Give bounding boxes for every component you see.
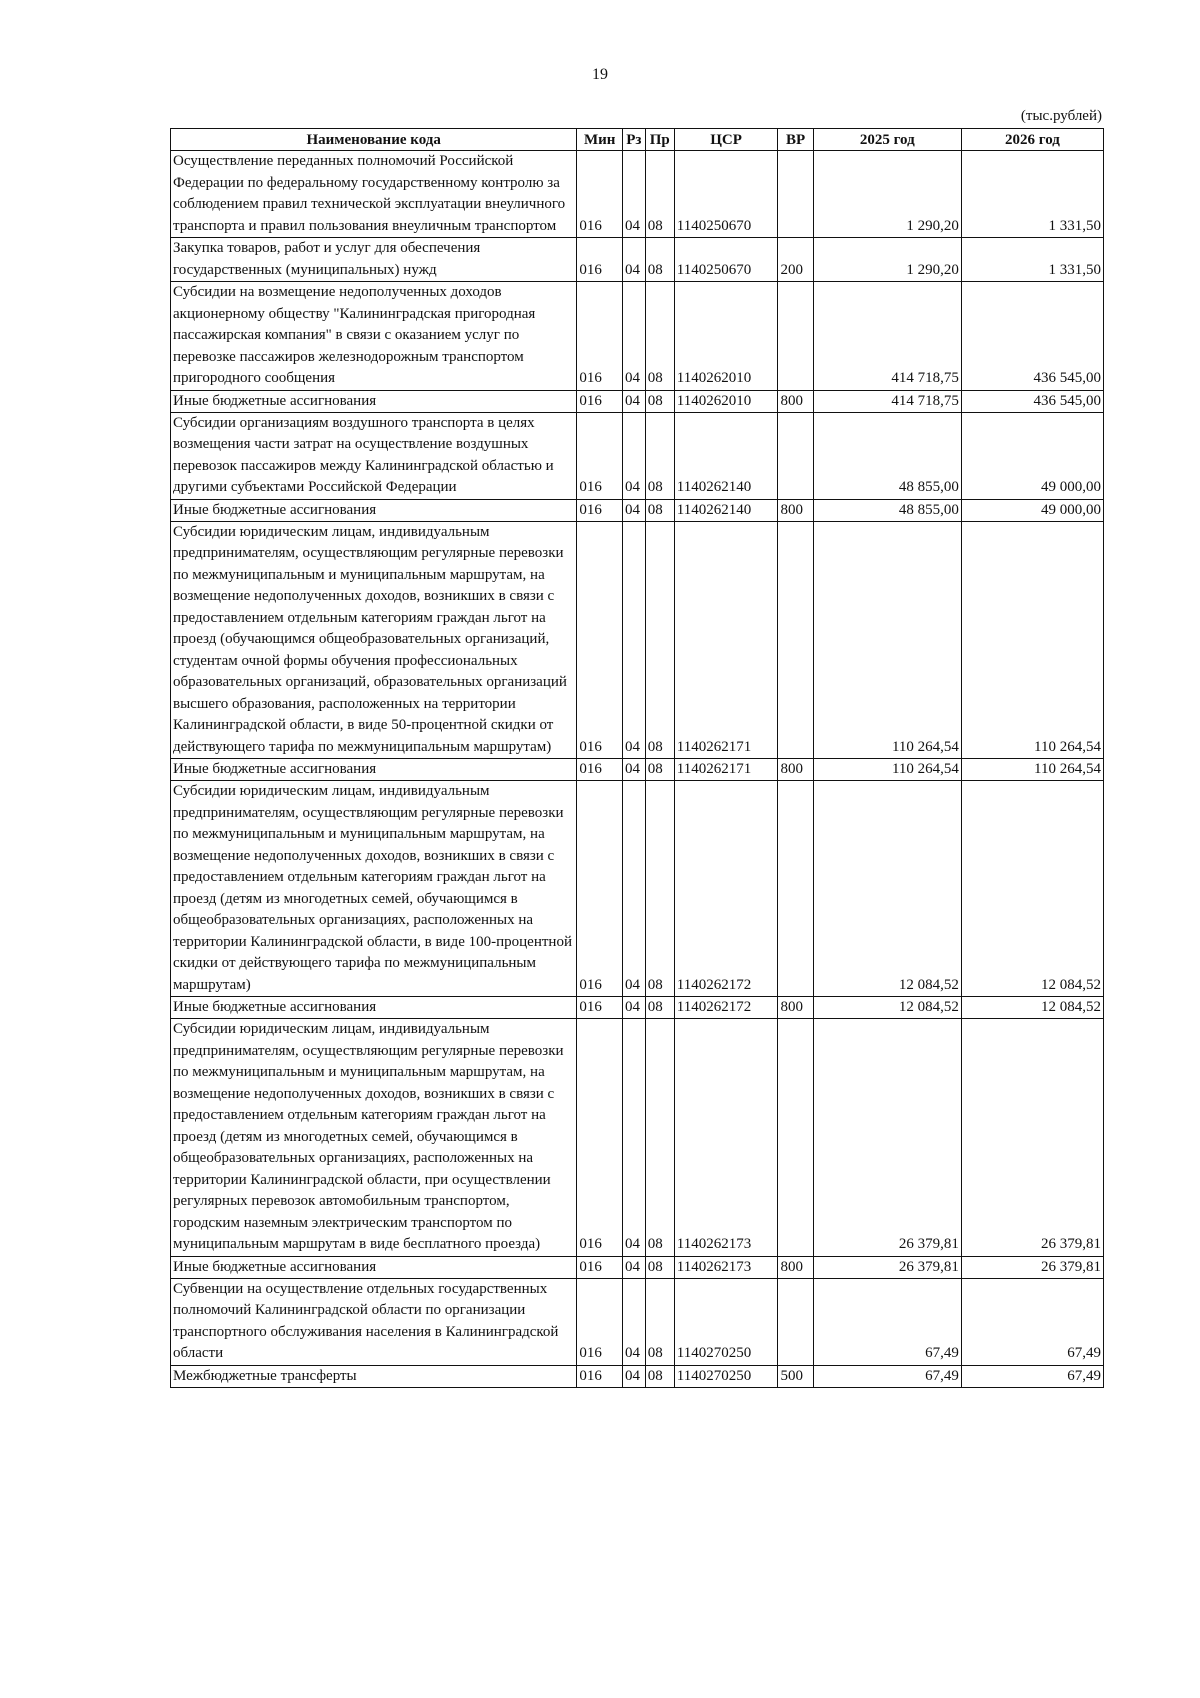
row-2025: 67,49 (813, 1278, 961, 1365)
row-2026: 49 000,00 (961, 412, 1103, 499)
budget-table (170, 128, 1104, 1388)
row-vr (778, 521, 813, 759)
row-rz: 04 (622, 151, 645, 238)
row-pr: 08 (645, 997, 674, 1019)
row-2026: 12 084,52 (961, 997, 1103, 1019)
row-vr (778, 1019, 813, 1257)
row-2026: 436 545,00 (961, 282, 1103, 391)
row-name: Иные бюджетные ассигнования (171, 759, 577, 781)
row-name: Субсидии юридическим лицам, индивидуальным предпринимателям, осуществляющим регулярные перевозки по межмуниципальным и муниципальным маршрутам, на возмещение недополученных доходов, возникших в связи с предоставлением отдельным категориям граждан льгот на проезд (детям из многодетных семей, обучающимся в общеобразовательных организациях, расположенных на территории Калининградской области, при осуществлении регулярных перевозок автомобильным транспортом, городским наземным электрическим транспортом по муниципальным маршрутам в виде бесплатного проезда) (171, 1019, 577, 1257)
row-vr: 800 (778, 997, 813, 1019)
row-min: 016 (577, 1256, 623, 1278)
row-vr (778, 781, 813, 997)
row-2025: 48 855,00 (813, 499, 961, 521)
row-2026: 26 379,81 (961, 1019, 1103, 1257)
row-vr: 800 (778, 759, 813, 781)
row-2025: 26 379,81 (813, 1256, 961, 1278)
row-name: Субсидии организациям воздушного транспорта в целях возмещения части затрат на осуществление воздушных перевозок пассажиров между Калининградской областью и другими субъектами Российской Федерации (171, 412, 577, 499)
row-2026: 1 331,50 (961, 151, 1103, 238)
page-number: 19 (592, 66, 608, 83)
row-rz: 04 (622, 1256, 645, 1278)
row-2026: 12 084,52 (961, 781, 1103, 997)
row-2026: 436 545,00 (961, 390, 1103, 412)
header-vr: ВР (778, 129, 813, 151)
row-2025: 1 290,20 (813, 151, 961, 238)
row-vr: 200 (778, 238, 813, 282)
row-vr (778, 151, 813, 238)
header-rz: Рз (622, 129, 645, 151)
table-row (171, 997, 1104, 1019)
row-rz: 04 (622, 282, 645, 391)
row-pr: 08 (645, 1278, 674, 1365)
row-rz: 04 (622, 390, 645, 412)
row-min: 016 (577, 1365, 623, 1387)
row-min: 016 (577, 151, 623, 238)
row-pr: 08 (645, 521, 674, 759)
row-2025: 12 084,52 (813, 997, 961, 1019)
row-vr: 500 (778, 1365, 813, 1387)
row-min: 016 (577, 390, 623, 412)
row-name: Субсидии на возмещение недополученных доходов акционерному обществу "Калининградская пригородная пассажирская компания" в связи с оказанием услуг по перевозке пассажиров железнодорожным транспортом пригородного сообщения (171, 282, 577, 391)
row-csr: 1140262010 (674, 282, 778, 391)
table-row (171, 781, 1104, 997)
row-pr: 08 (645, 390, 674, 412)
table-row (171, 1256, 1104, 1278)
header-min: Мин (577, 129, 623, 151)
row-2026: 26 379,81 (961, 1256, 1103, 1278)
row-min: 016 (577, 499, 623, 521)
row-csr: 1140262140 (674, 412, 778, 499)
row-name: Субсидии юридическим лицам, индивидуальным предпринимателям, осуществляющим регулярные перевозки по межмуниципальным и муниципальным маршрутам, на возмещение недополученных доходов, возникших в связи с предоставлением отдельным категориям граждан льгот на проезд (детям из многодетных семей, обучающимся в общеобразовательных организациях, расположенных на территории Калининградской области, в виде 100-процентной скидки от действующего тарифа по межмуниципальным маршрутам) (171, 781, 577, 997)
row-2026: 110 264,54 (961, 521, 1103, 759)
table-row (171, 521, 1104, 759)
row-min: 016 (577, 282, 623, 391)
row-csr: 1140262173 (674, 1256, 778, 1278)
row-name: Закупка товаров, работ и услуг для обеспечения государственных (муниципальных) нужд (171, 238, 577, 282)
header-name: Наименование кода (171, 129, 577, 151)
row-min: 016 (577, 781, 623, 997)
row-rz: 04 (622, 997, 645, 1019)
row-2025: 414 718,75 (813, 390, 961, 412)
row-min: 016 (577, 997, 623, 1019)
row-2026: 1 331,50 (961, 238, 1103, 282)
table-row (171, 412, 1104, 499)
row-pr: 08 (645, 238, 674, 282)
row-name: Иные бюджетные ассигнования (171, 390, 577, 412)
header-2025: 2025 год (813, 129, 961, 151)
row-name: Иные бюджетные ассигнования (171, 1256, 577, 1278)
row-rz: 04 (622, 1278, 645, 1365)
row-2026: 110 264,54 (961, 759, 1103, 781)
row-2026: 67,49 (961, 1278, 1103, 1365)
row-pr: 08 (645, 1365, 674, 1387)
row-vr (778, 412, 813, 499)
row-min: 016 (577, 1019, 623, 1257)
row-min: 016 (577, 521, 623, 759)
row-min: 016 (577, 238, 623, 282)
table-row (171, 759, 1104, 781)
row-name: Иные бюджетные ассигнования (171, 499, 577, 521)
table-row (171, 499, 1104, 521)
row-csr: 1140270250 (674, 1278, 778, 1365)
row-name: Субвенции на осуществление отдельных государственных полномочий Калининградской области по организации транспортного обслуживания населения в Калининградской области (171, 1278, 577, 1365)
row-csr: 1140262171 (674, 521, 778, 759)
row-name: Межбюджетные трансферты (171, 1365, 577, 1387)
row-2025: 110 264,54 (813, 759, 961, 781)
row-2025: 26 379,81 (813, 1019, 961, 1257)
row-csr: 1140262140 (674, 499, 778, 521)
table-row (171, 390, 1104, 412)
row-pr: 08 (645, 1019, 674, 1257)
row-2025: 414 718,75 (813, 282, 961, 391)
row-name: Осуществление переданных полномочий Российской Федерации по федеральному государственному контролю за соблюдением правил технической эксплуатации внеуличного транспорта и правил пользования внеуличным транспортом (171, 151, 577, 238)
row-rz: 04 (622, 781, 645, 997)
row-2025: 67,49 (813, 1365, 961, 1387)
units-label: (тыс.рублей) (1020, 108, 1102, 124)
row-rz: 04 (622, 412, 645, 499)
table-row (171, 151, 1104, 238)
row-vr: 800 (778, 499, 813, 521)
row-min: 016 (577, 759, 623, 781)
row-csr: 1140262171 (674, 759, 778, 781)
row-rz: 04 (622, 499, 645, 521)
row-vr (778, 1278, 813, 1365)
table-header-row (171, 129, 1104, 151)
row-rz: 04 (622, 1365, 645, 1387)
row-pr: 08 (645, 282, 674, 391)
row-name: Субсидии юридическим лицам, индивидуальным предпринимателям, осуществляющим регулярные перевозки по межмуниципальным и муниципальным маршрутам, на возмещение недополученных доходов, возникших в связи с предоставлением отдельным категориям граждан льгот на проезд (обучающимся общеобразовательных организаций, студентам очной формы обучения профессиональных образовательных организаций, образовательных организаций высшего образования, расположенных на территории Калининградской области, в виде 50-процентной скидки от действующего тарифа по межмуниципальным маршрутам) (171, 521, 577, 759)
row-pr: 08 (645, 412, 674, 499)
header-2026: 2026 год (961, 129, 1103, 151)
row-pr: 08 (645, 151, 674, 238)
table-row (171, 1365, 1104, 1387)
row-csr: 1140262172 (674, 781, 778, 997)
row-csr: 1140262173 (674, 1019, 778, 1257)
table-row (171, 1278, 1104, 1365)
row-pr: 08 (645, 781, 674, 997)
row-2025: 1 290,20 (813, 238, 961, 282)
row-csr: 1140250670 (674, 238, 778, 282)
row-csr: 1140250670 (674, 151, 778, 238)
row-rz: 04 (622, 238, 645, 282)
table-row (171, 238, 1104, 282)
row-pr: 08 (645, 759, 674, 781)
row-min: 016 (577, 1278, 623, 1365)
row-name: Иные бюджетные ассигнования (171, 997, 577, 1019)
row-2026: 67,49 (961, 1365, 1103, 1387)
table-row (171, 1019, 1104, 1257)
row-pr: 08 (645, 499, 674, 521)
row-2025: 48 855,00 (813, 412, 961, 499)
header-pr: Пр (645, 129, 674, 151)
row-vr (778, 282, 813, 391)
row-2026: 49 000,00 (961, 499, 1103, 521)
row-csr: 1140262172 (674, 997, 778, 1019)
row-pr: 08 (645, 1256, 674, 1278)
row-rz: 04 (622, 521, 645, 759)
row-csr: 1140270250 (674, 1365, 778, 1387)
row-min: 016 (577, 412, 623, 499)
header-csr: ЦСР (674, 129, 778, 151)
row-csr: 1140262010 (674, 390, 778, 412)
row-vr: 800 (778, 390, 813, 412)
row-vr: 800 (778, 1256, 813, 1278)
table-row (171, 282, 1104, 391)
row-2025: 12 084,52 (813, 781, 961, 997)
row-rz: 04 (622, 1019, 645, 1257)
row-2025: 110 264,54 (813, 521, 961, 759)
row-rz: 04 (622, 759, 645, 781)
